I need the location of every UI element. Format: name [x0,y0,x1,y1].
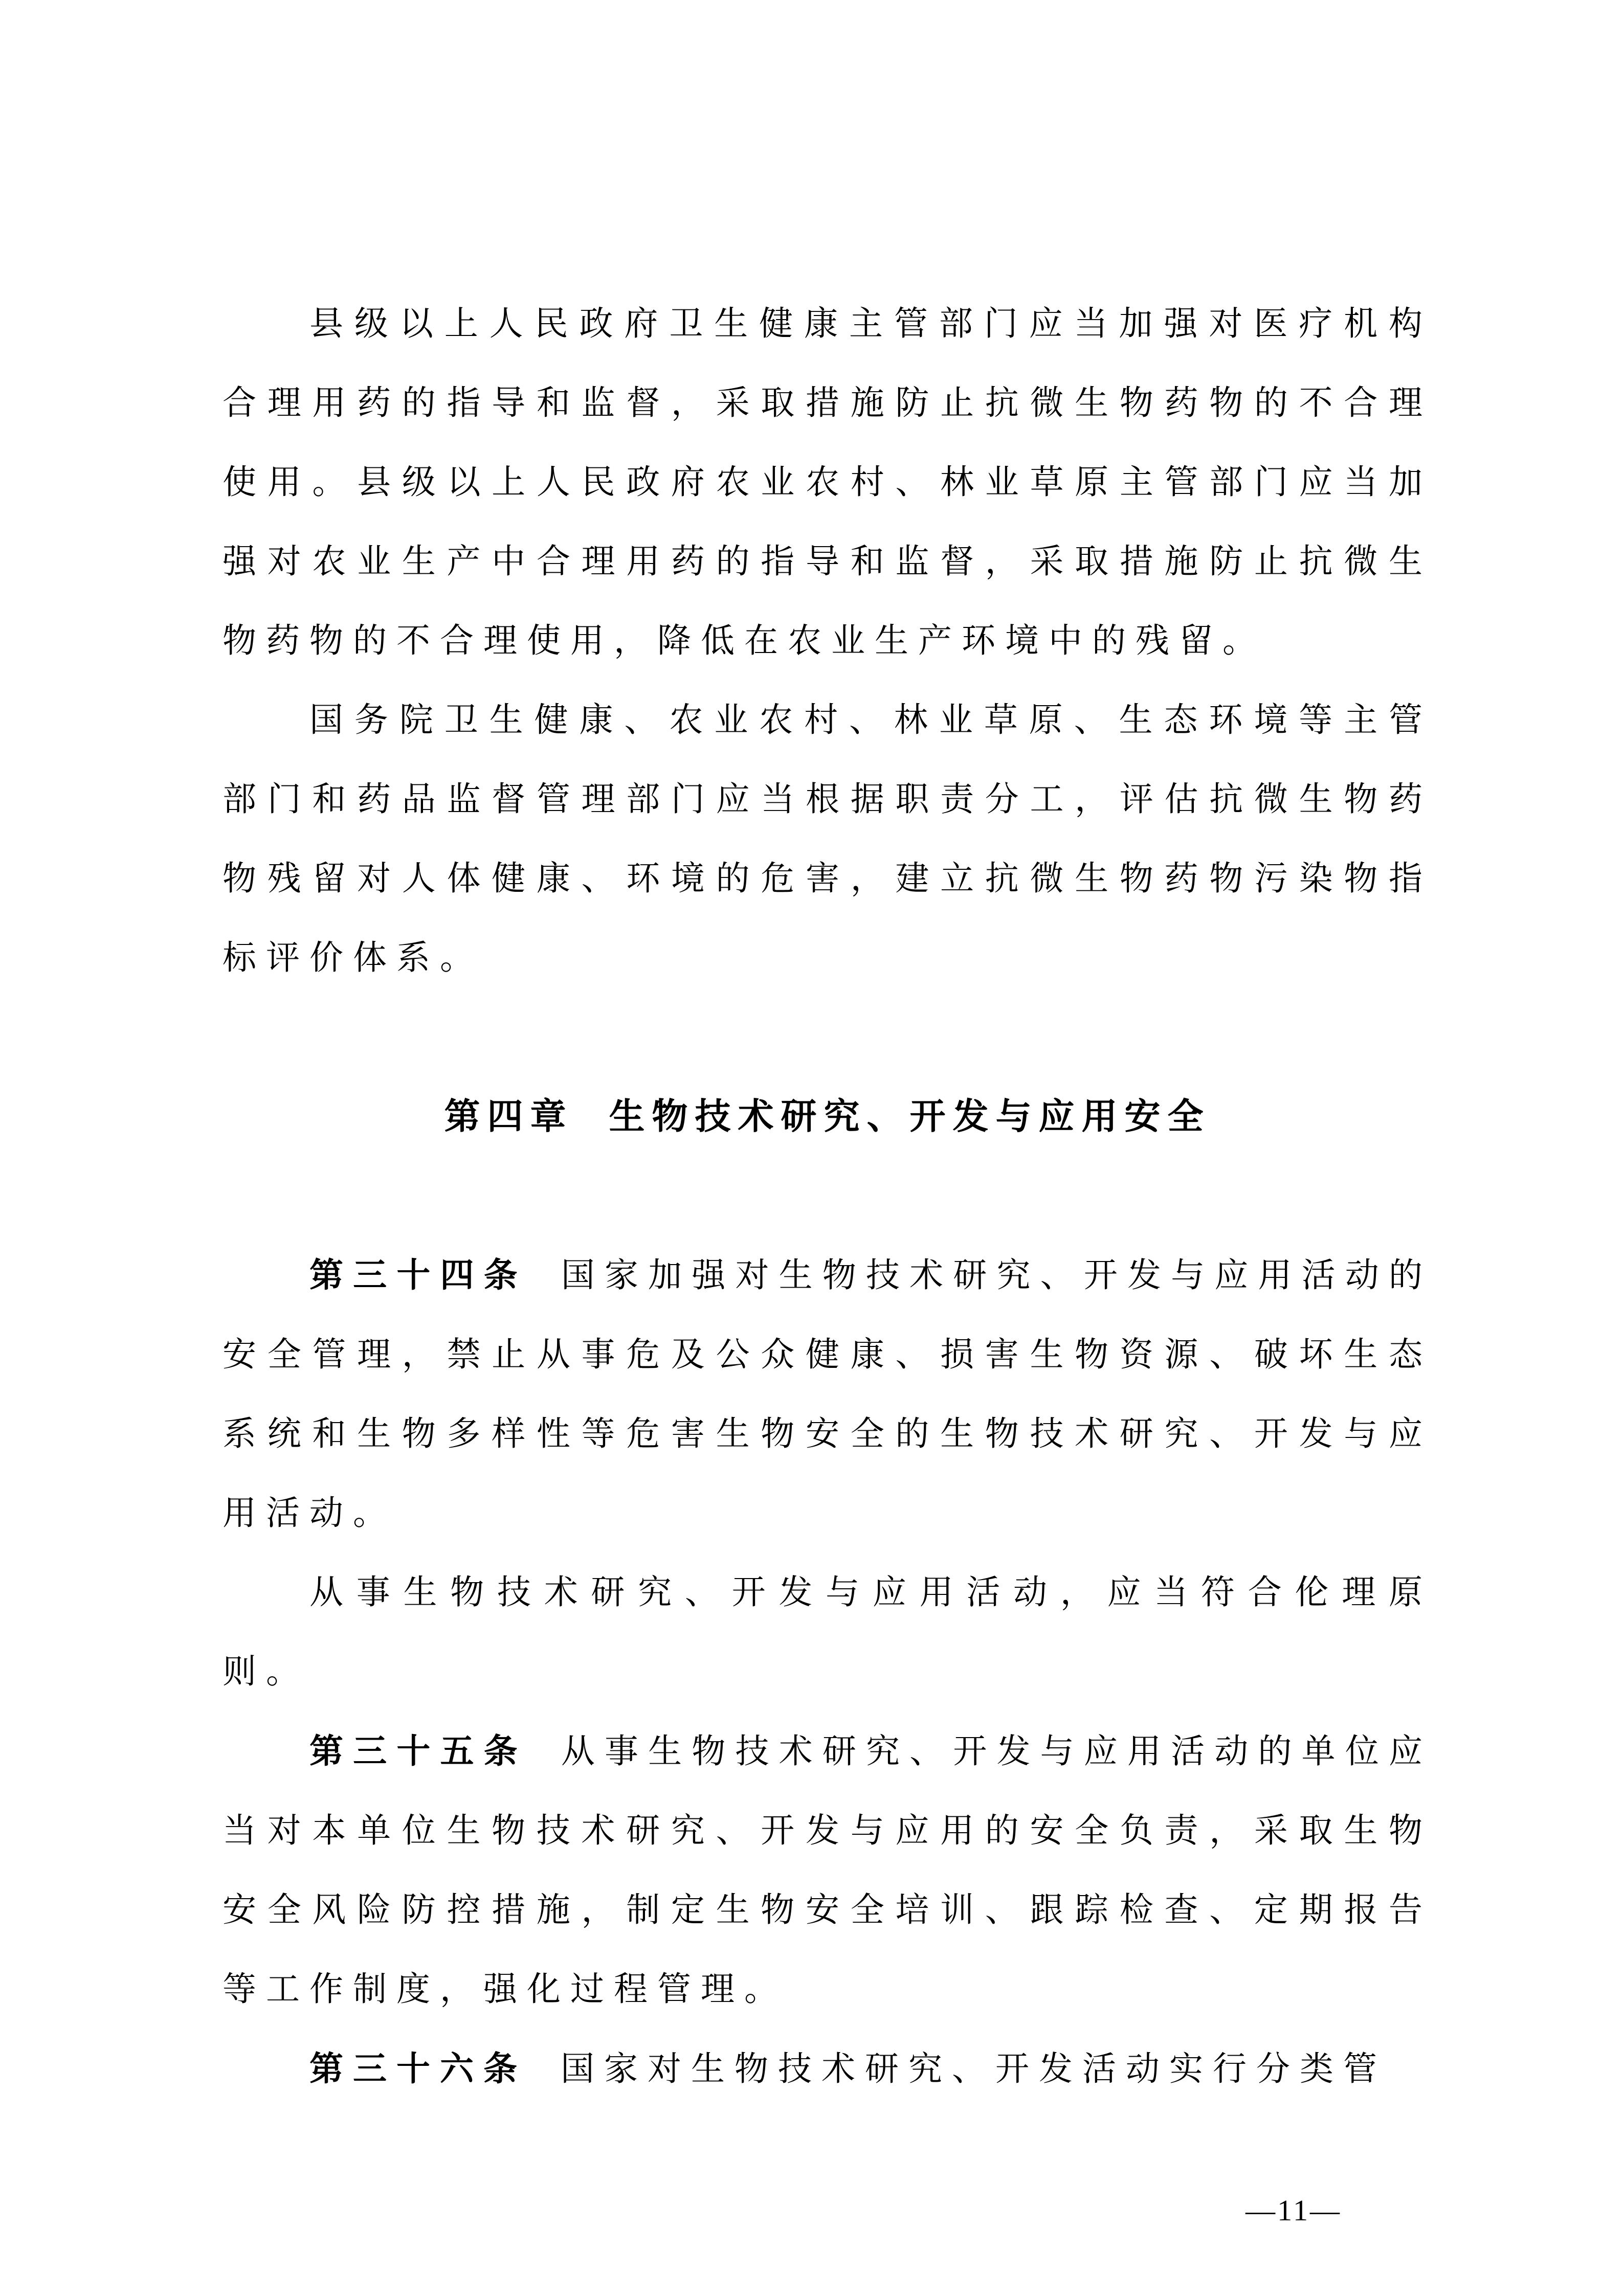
article-35-text: 从事生物技术研究、开发与应用活动的单位应当对本单位生物技术研究、开发与应用的安全负责，采取生物安全风险防控措施，制定生物安全培训、跟踪检查、定期报告等工作制度，强化过程管理。 [223,1733,1433,2008]
document-body [223,284,1432,2109]
chapter-number: 第四章 [444,1096,573,1136]
page-number: —11— [1245,2194,1342,2227]
article-34-paragraph [223,1235,1432,1553]
article-36-text: 国家对生物技术研究、开发活动实行分类管 [561,2051,1387,2088]
chapter-heading [223,1077,1432,1156]
article-35-number: 第三十五条 [309,1732,527,1770]
article-34-number: 第三十四条 [309,1256,527,1294]
chapter-title: 生物技术研究、开发与应用安全 [609,1096,1211,1136]
article-36-number: 第三十六条 [309,2050,527,2087]
article-35-paragraph [223,1712,1432,2029]
article-36-paragraph [223,2029,1432,2109]
article-34-text: 国家加强对生物技术研究、开发与应用活动的安全管理，禁止从事危及公众健康、损害生物资源、破坏生态系统和生物多样性等危害生物安全的生物技术研究、开发与应用活动。 [223,1257,1433,1532]
paragraph-ethics-principle: 从事生物技术研究、开发与应用活动，应当符合伦理原则。 [223,1574,1432,1691]
paragraph-antimicrobial-oversight: 县级以上人民政府卫生健康主管部门应当加强对医疗机构合理用药的指导和监督，采取措施防止抗微生物药物的不合理使用。县级以上人民政府农业农村、林业草原主管部门应当加强对农业生产中合理用药的指导和监督，采取措施防止抗微生物药物的不合理使用，降低在农业生产环境中的残留。 [223,305,1432,660]
paragraph-residue-evaluation: 国务院卫生健康、农业农村、林业草原、生态环境等主管部门和药品监督管理部门应当根据职责分工，评估抗微生物药物残留对人体健康、环境的危害，建立抗微生物药物污染物指标评价体系。 [223,702,1432,977]
